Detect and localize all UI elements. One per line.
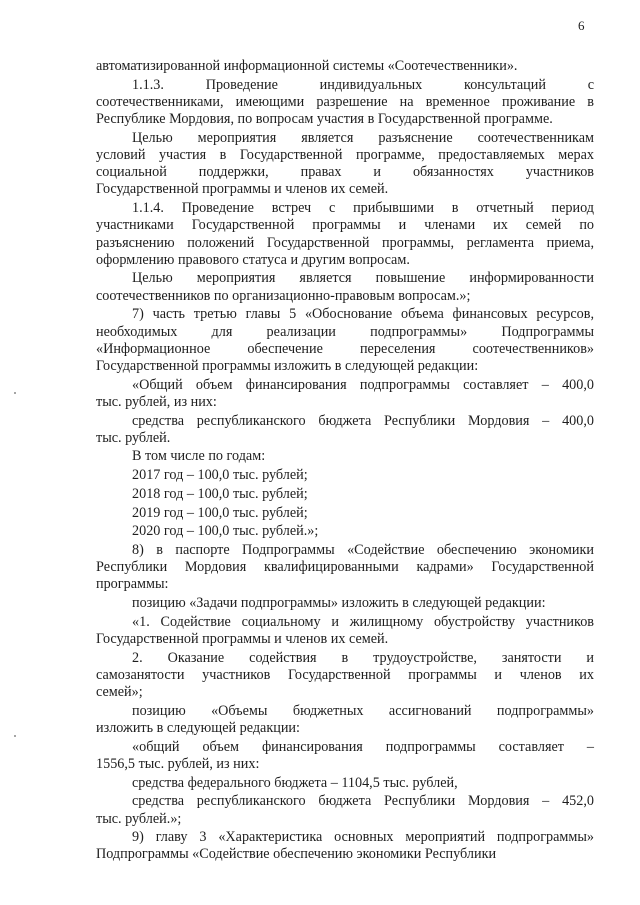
- document-body: [96, 58, 594, 864]
- text-line: 9) главу 3 «Характеристика основных мероприятий подпрограммы»: [132, 829, 594, 846]
- paragraph: [96, 505, 594, 522]
- text-line: 2018 год – 100,0 тыс. рублей;: [132, 485, 308, 502]
- text-line: позицию «Объемы бюджетных ассигнований подпрограммы»: [132, 702, 594, 719]
- text-line: Целью мероприятия является повышение информированности: [132, 270, 594, 287]
- page-number: 6: [578, 18, 585, 33]
- paragraph: [96, 650, 594, 702]
- text-line: социальной поддержки, правах и обязанностях участников: [96, 164, 594, 181]
- text-line: 8) в паспорте Подпрограммы «Содействие обеспечению экономики: [132, 541, 594, 558]
- text-line: «Информационное обеспечение переселения соотечественников»: [96, 340, 594, 357]
- text-line: необходимых для реализации подпрограммы» Подпрограммы: [96, 323, 594, 340]
- paragraph: [96, 413, 594, 447]
- text-line: условий участия в Государственной программе, предоставляемых мерах: [96, 147, 594, 164]
- paragraph: [96, 77, 594, 129]
- text-line: позицию «Задачи подпрограммы» изложить в следующей редакции:: [132, 595, 546, 612]
- text-line: тыс. рублей.: [96, 429, 171, 446]
- text-line: соотечественников по организационно-правовым вопросам.»;: [96, 287, 471, 304]
- text-line: средства республиканского бюджета Республики Мордовия – 400,0: [132, 412, 594, 429]
- text-line: 7) часть третью главы 5 «Обоснование объема финансовых ресурсов,: [132, 306, 594, 323]
- paragraph: [96, 200, 594, 269]
- paragraph: [96, 486, 594, 503]
- paragraph: [96, 739, 594, 773]
- text-line: семей»;: [96, 684, 143, 701]
- text-line: «1. Содействие социальному и жилищному обустройству участников: [132, 613, 594, 630]
- margin-mark: [14, 392, 16, 394]
- text-line: 2017 год – 100,0 тыс. рублей;: [132, 467, 308, 484]
- paragraph: [96, 775, 594, 792]
- paragraph: [96, 448, 594, 465]
- text-line: 1.1.4. Проведение встреч с прибывшими в отчетный период: [132, 200, 594, 217]
- text-line: Подпрограммы «Содействие обеспечению экономики Республики: [96, 846, 497, 863]
- text-line: изложить в следующей редакции:: [96, 720, 300, 737]
- text-line: Целью мероприятия является разъяснение соотечественникам: [132, 129, 594, 146]
- text-line: «Общий объем финансирования подпрограммы составляет – 400,0: [132, 376, 594, 393]
- text-line: 2020 год – 100,0 тыс. рублей.»;: [132, 523, 319, 540]
- text-line: соотечественниками, имеющими разрешение на временное проживание в: [96, 93, 594, 110]
- paragraph: [96, 130, 594, 199]
- text-line: участниками Государственной программы и членами их семей по: [96, 217, 594, 234]
- paragraph: [96, 595, 594, 612]
- text-line: 1.1.3. Проведение индивидуальных консультаций с: [132, 76, 594, 93]
- text-line: программы:: [96, 576, 169, 593]
- paragraph: [96, 542, 594, 594]
- paragraph: [96, 377, 594, 411]
- text-line: средства республиканского бюджета Республики Мордовия – 452,0: [132, 793, 594, 810]
- text-line: «общий объем финансирования подпрограммы составляет –: [132, 738, 594, 755]
- paragraph: [96, 523, 594, 540]
- text-line: оформлению правового статуса и другим вопросам.: [96, 251, 410, 268]
- text-line: 2. Оказание содействия в трудоустройстве, занятости и: [132, 649, 594, 666]
- paragraph: [96, 614, 594, 648]
- paragraph: [96, 467, 594, 484]
- text-line: разъяснению положений Государственной программы, регламента приема,: [96, 234, 594, 251]
- text-line: средства федерального бюджета – 1104,5 тыс. рублей,: [132, 774, 458, 791]
- paragraph: [96, 703, 594, 737]
- paragraph: [96, 306, 594, 375]
- text-line: тыс. рублей, из них:: [96, 393, 217, 410]
- text-line: 2019 год – 100,0 тыс. рублей;: [132, 504, 308, 521]
- paragraph: [96, 793, 594, 827]
- paragraph: [96, 829, 594, 863]
- text-line: автоматизированной информационной системы «Соотечественники».: [96, 58, 518, 74]
- paragraph: [96, 270, 594, 304]
- text-line: Государственной программы изложить в следующей редакции:: [96, 357, 479, 374]
- margin-mark: [14, 735, 16, 737]
- text-line: самозанятости участников Государственной программы и членов их: [96, 666, 594, 683]
- text-line: Республики Мордовия квалифицированными кадрами» Государственной: [96, 559, 594, 576]
- paragraph: [96, 58, 594, 75]
- text-line: В том числе по годам:: [132, 448, 266, 465]
- text-line: 1556,5 тыс. рублей, из них:: [96, 755, 260, 772]
- text-line: Республике Мордовия, по вопросам участия в Государственной программе.: [96, 111, 553, 128]
- text-line: тыс. рублей.»;: [96, 810, 182, 827]
- text-line: Государственной программы и членов их семей.: [96, 631, 389, 647]
- text-line: Государственной программы и членов их семей.: [96, 181, 389, 198]
